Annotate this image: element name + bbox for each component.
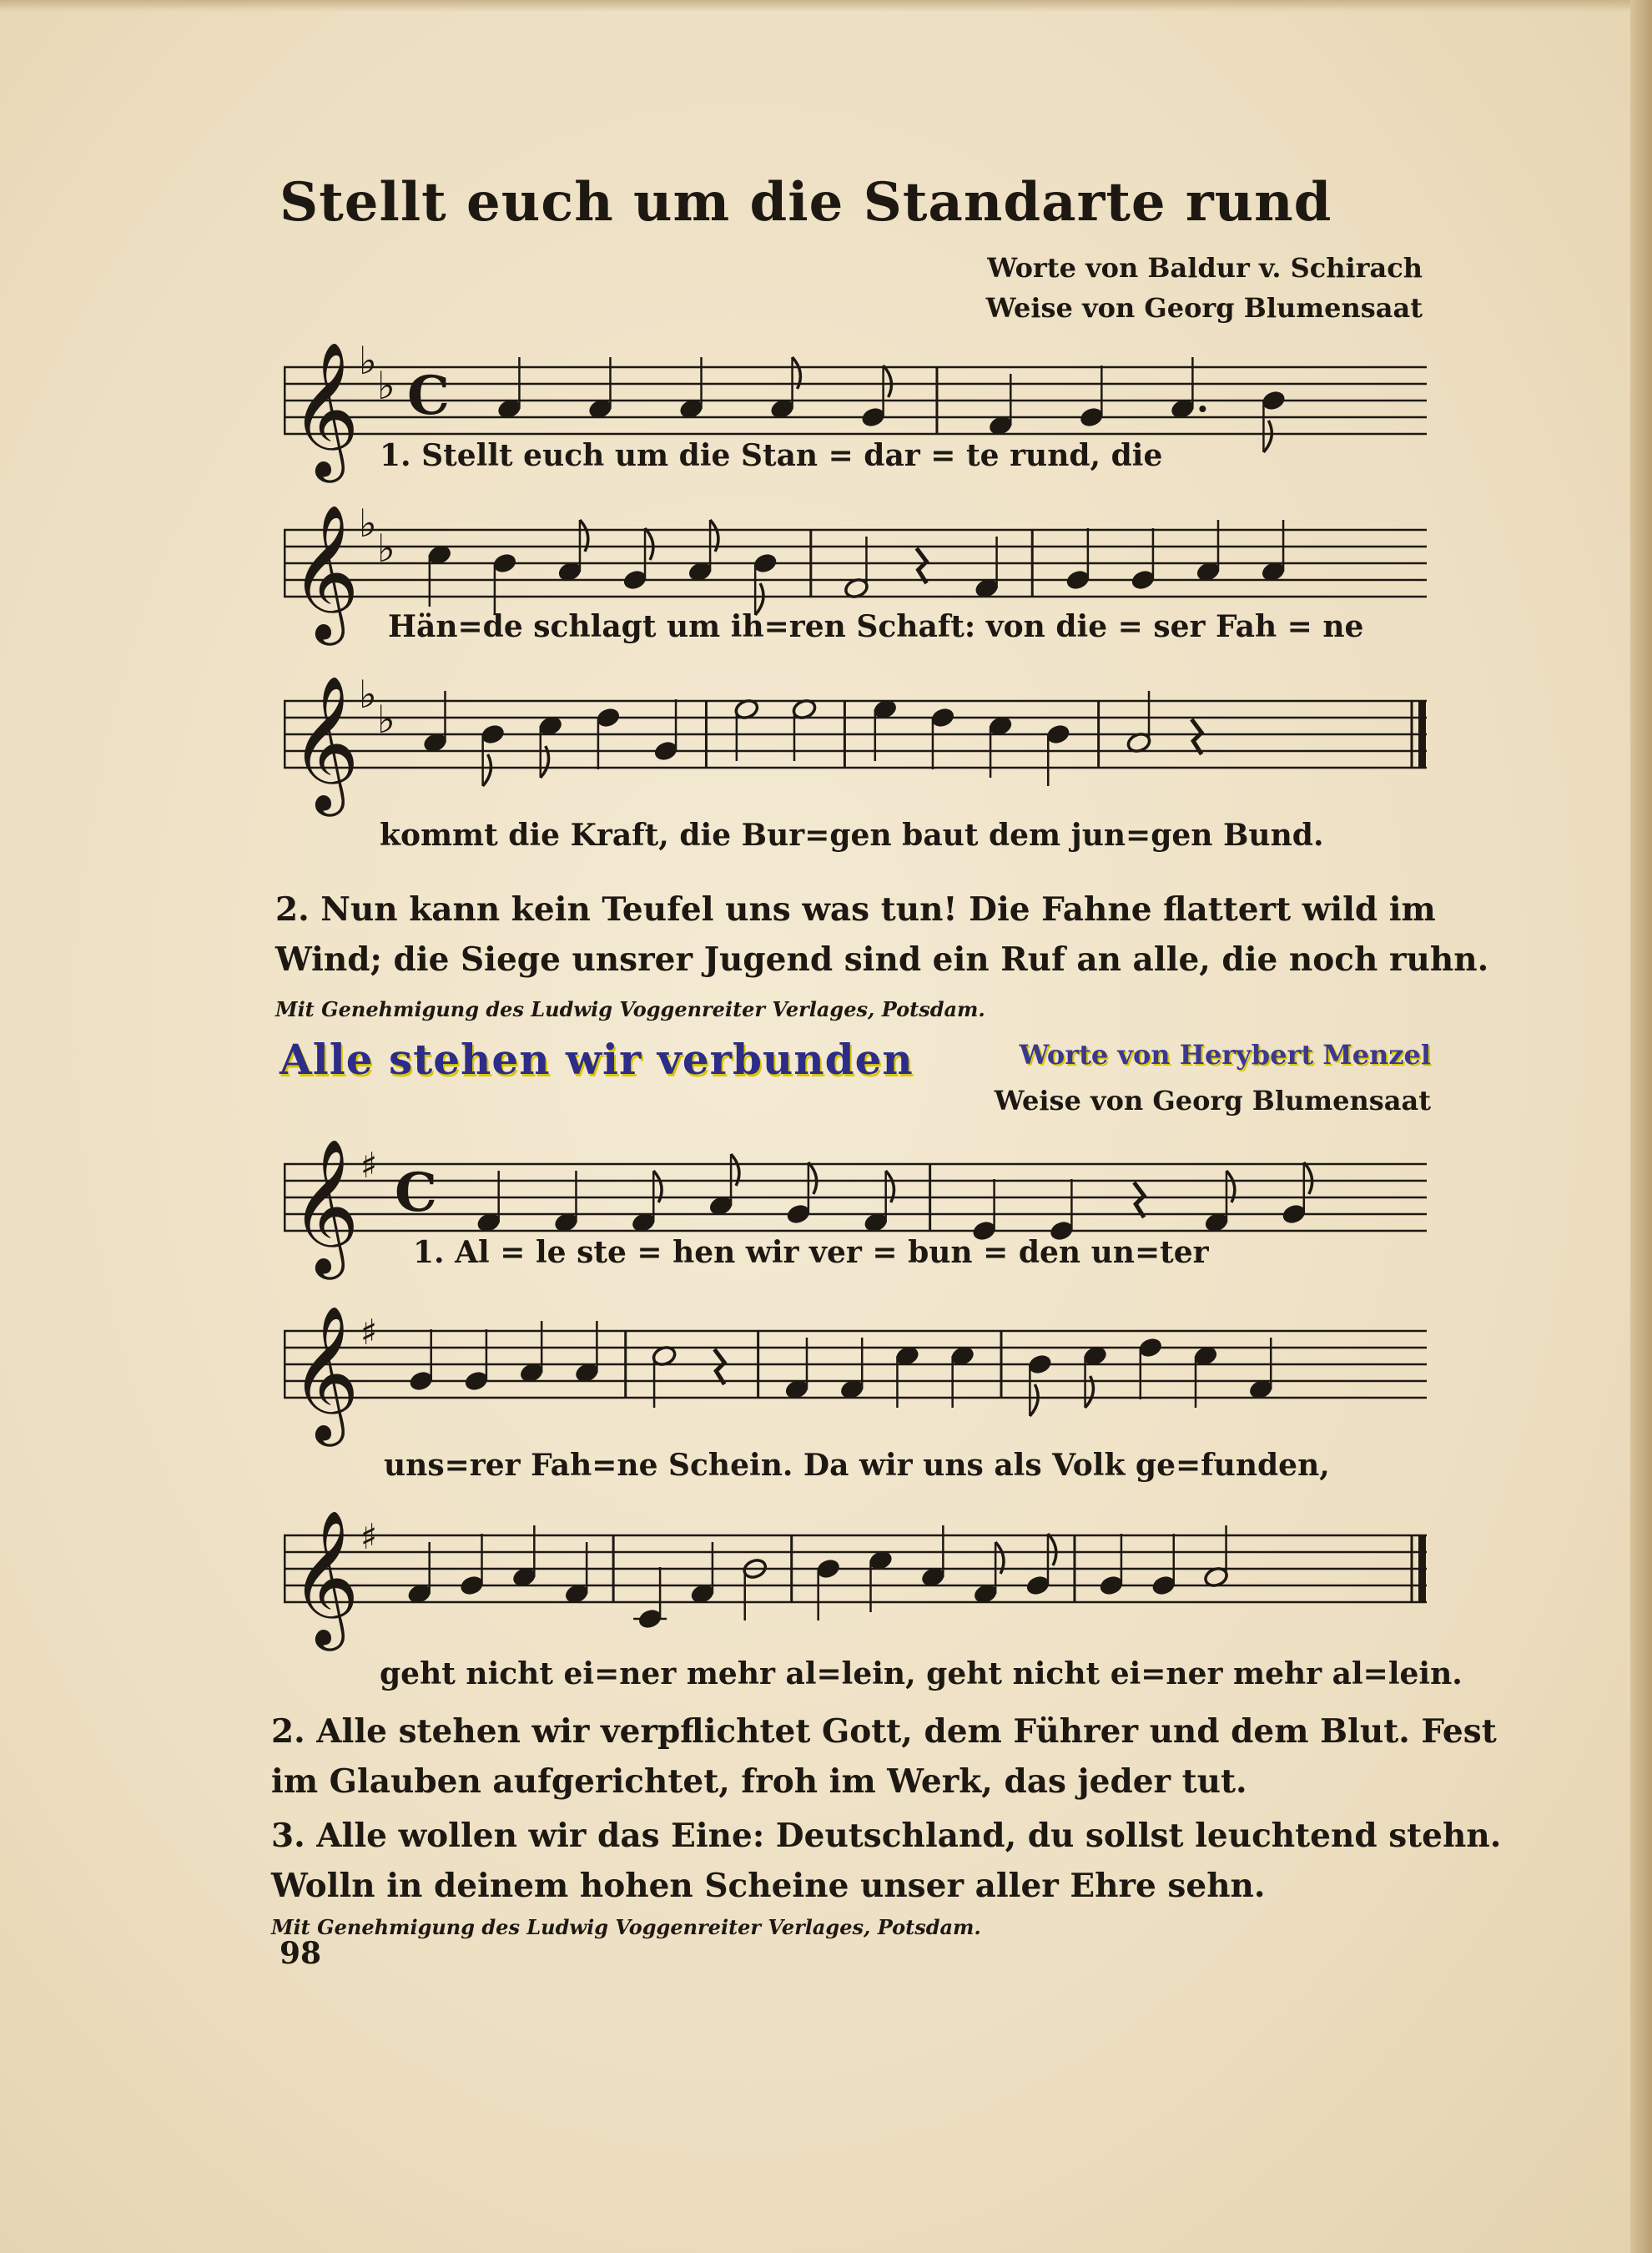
time-signature: C [407,365,450,427]
song2-tune-credit: Weise von Georg Blumensaat [994,1085,1431,1116]
song1-lyric-line-3: kommt die Kraft, die Bur=gen baut dem jun=gen Bund. [380,818,1324,853]
flat-sign: ♭ [377,363,395,408]
note-flag [1048,1534,1056,1565]
verse-line: 2. Alle stehen wir verpflichtet Gott, dem Führer und dem Blut. Fest [271,1712,1497,1751]
note-flag [483,754,491,786]
note-dot [1199,406,1206,412]
treble-clef: 𝄞 [290,1510,360,1646]
treble-clef: 𝄞 [290,1138,360,1274]
song2-permission-note: Mit Genehmigung des Ludwig Voggenreiter Verlages, Potsdam. [271,1915,981,1939]
note-flag [1304,1162,1312,1194]
note-flag [884,365,892,397]
song2-lyric-line-1: 1. Al = le ste = hen wir ver = bun = den un=ter [413,1235,1209,1270]
song1-verse-2 [275,885,1488,985]
verse-line: 3. Alle wollen wir das Eine: Deutschland, du sollst leuchtend stehn. [271,1817,1502,1855]
song2-title: Alle stehen wir verbunden [280,1035,914,1084]
verse-line: Wolln in deinem hohen Scheine unser aller Ehre sehn. [271,1867,1266,1905]
rest-symbol [1134,1182,1144,1217]
time-signature: C [395,1162,437,1224]
flat-sign: ♭ [359,672,377,717]
page-top-edge [0,0,1652,12]
rest-symbol [714,1349,724,1384]
flat-sign: ♭ [359,501,377,546]
song2-verse-3 [271,1811,1501,1911]
flat-sign: ♭ [377,697,395,742]
page-right-edge [1630,0,1652,2253]
note-flag [645,528,653,560]
song2-words-credit: Worte von Herybert Menzel [1019,1039,1431,1071]
flat-sign: ♭ [377,526,395,571]
song1-title: Stellt euch um die Standarte rund [280,171,1332,234]
treble-clef: 𝄞 [290,1305,360,1441]
song2-staff-3 [284,1502,1427,1652]
song2-verse-2 [271,1706,1497,1807]
sharp-sign: ♯ [360,1145,378,1186]
note-flag [1263,421,1272,452]
treble-clef: 𝄞 [290,341,360,477]
song2-lyric-line-2: uns=rer Fah=ne Schein. Da wir uns als Volk ge=funden, [384,1448,1330,1483]
song1-lyric-line-2: Hän=de schlagt um ih=ren Schaft: von die = ser Fah = ne [388,609,1364,644]
sharp-sign: ♯ [360,1516,378,1557]
note-flag [808,1162,817,1194]
song2-staff-2 [284,1298,1427,1448]
song1-tune-credit: Weise von Georg Blumensaat [985,292,1423,324]
rest-symbol [917,548,927,583]
note-flag [1030,1384,1038,1416]
flat-sign: ♭ [359,338,377,383]
verse-line: im Glauben aufgerichtet, froh im Werk, das jeder tut. [271,1762,1247,1801]
rest-symbol [1191,719,1201,754]
sharp-sign: ♯ [360,1312,378,1353]
song1-permission-note: Mit Genehmigung des Ludwig Voggenreiter Verlages, Potsdam. [275,997,985,1021]
verse-line: Wind; die Siege unsrer Jugend sind ein Ruf an alle, die noch ruhn. [275,940,1489,979]
song1-lyric-line-1: 1. Stellt euch um die Stan = dar = te rund, die [380,438,1163,473]
treble-clef: 𝄞 [290,504,360,640]
song1-words-credit: Worte von Baldur v. Schirach [987,252,1423,284]
page-number: 98 [280,1936,322,1971]
final-barline [1418,701,1426,768]
verse-line: 2. Nun kann kein Teufel uns was tun! Die Fahne flattert wild im [275,890,1436,929]
treble-clef: 𝄞 [290,675,360,811]
song1-staff-3 [284,668,1427,818]
song2-lyric-line-3: geht nicht ei=ner mehr al=lein, geht nicht ei=ner mehr al=lein. [380,1656,1463,1691]
final-barline [1418,1535,1426,1602]
